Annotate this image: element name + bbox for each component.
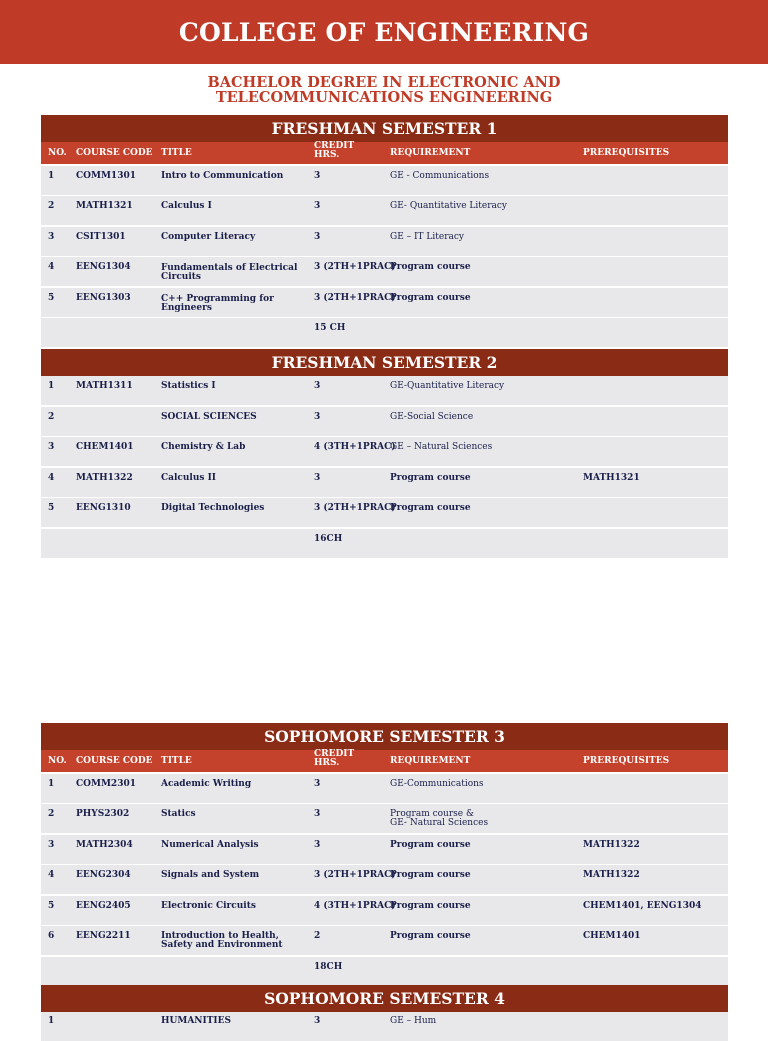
row-title: Intro to Communication <box>161 170 284 181</box>
row-code: EENG1303 <box>76 292 131 303</box>
row-prereq: MATH1321 <box>583 472 640 483</box>
total-row <box>41 957 728 986</box>
row-credit: 3 <box>314 1016 321 1026</box>
semester-title: FRESHMAN SEMESTER 2 <box>41 349 728 376</box>
row-title: Electronic Circuits <box>161 900 256 911</box>
row-title: Statistics I <box>161 381 216 391</box>
table-row <box>41 196 728 225</box>
col-prerequisites: PREREQUISITES <box>583 756 670 766</box>
row-requirement: Program course <box>390 262 471 272</box>
col-requirement: REQUIREMENT <box>390 148 471 158</box>
row-requirement: GE – IT Literacy <box>390 231 464 242</box>
row-title: Fundamentals of Electrical Circuits <box>161 263 298 282</box>
degree-line-2: TELECOMMUNICATIONS ENGINEERING <box>215 89 553 106</box>
row-requirement: Program course <box>390 900 471 911</box>
row-no: 1 <box>48 778 55 789</box>
row-title: Computer Literacy <box>161 231 256 242</box>
row-no: 4 <box>48 472 55 483</box>
col-title: TITLE <box>161 148 192 158</box>
row-code: EENG2405 <box>76 900 131 911</box>
row-requirement: Program course & GE- Natural Sciences <box>390 809 489 828</box>
row-requirement: GE-Communications <box>390 778 484 789</box>
row-credit: 3 <box>314 778 321 789</box>
row-credit: 3 <box>314 170 321 181</box>
table-row <box>41 498 728 527</box>
row-credit: 4 (3TH+1PRAC) <box>314 900 396 911</box>
semester-title: SOPHOMORE SEMESTER 3 <box>41 723 728 750</box>
row-requirement: Program course <box>390 292 471 303</box>
row-credit: 2 <box>314 931 321 941</box>
row-requirement: GE- Quantitative Literacy <box>390 201 507 211</box>
row-code: COMM1301 <box>76 170 136 181</box>
row-code: EENG1310 <box>76 503 131 513</box>
table-row <box>41 166 728 195</box>
row-credit: 3 <box>314 231 321 242</box>
row-code: EENG1304 <box>76 262 131 272</box>
table-row <box>41 437 728 466</box>
row-no: 5 <box>48 503 55 513</box>
row-title: SOCIAL SCIENCES <box>161 411 257 422</box>
row-credit: 3 (2TH+1PRAC) <box>314 292 396 303</box>
row-title: Introduction to Health, Safety and Environment <box>161 931 283 950</box>
total-credits: 18CH <box>314 961 343 972</box>
total-row <box>41 529 728 558</box>
row-code: MATH1322 <box>76 472 133 483</box>
table-row <box>41 926 728 955</box>
college-title: COLLEGE OF ENGINEERING <box>178 17 590 47</box>
header-bar <box>0 0 768 64</box>
table-row <box>41 407 728 436</box>
table-row <box>41 896 728 925</box>
row-credit: 3 <box>314 472 321 483</box>
row-no: 5 <box>48 900 55 911</box>
col-requirement: REQUIREMENT <box>390 756 471 766</box>
total-credits: 15 CH <box>314 323 346 333</box>
row-requirement: Program course <box>390 931 471 941</box>
row-requirement: GE-Social Science <box>390 411 474 422</box>
row-requirement: GE – Hum <box>390 1016 437 1026</box>
column-header-row <box>41 142 728 164</box>
row-credit: 3 <box>314 201 321 211</box>
row-no: 6 <box>48 931 55 941</box>
row-code: COMM2301 <box>76 778 136 789</box>
semester-3-table <box>41 723 728 986</box>
total-row <box>41 318 728 347</box>
row-no: 3 <box>48 839 55 850</box>
semester-4-table <box>41 985 728 1041</box>
row-prereq: MATH1322 <box>583 870 640 880</box>
row-no: 2 <box>48 809 55 819</box>
col-credit-hrs: CREDIT HRS. <box>314 749 355 768</box>
table-row <box>41 376 728 405</box>
row-no: 5 <box>48 292 55 303</box>
row-title: Statics <box>161 809 196 819</box>
semester-title: FRESHMAN SEMESTER 1 <box>41 115 728 142</box>
row-title: HUMANITIES <box>161 1016 232 1026</box>
row-title: Calculus I <box>161 201 212 211</box>
row-requirement: GE-Quantitative Literacy <box>390 381 505 391</box>
col-prerequisites: PREREQUISITES <box>583 148 670 158</box>
semester-title: SOPHOMORE SEMESTER 4 <box>41 985 728 1012</box>
row-no: 2 <box>48 411 55 422</box>
table-row <box>41 865 728 894</box>
row-credit: 3 <box>314 381 321 391</box>
col-no: NO. <box>48 148 67 158</box>
table-row <box>41 774 728 803</box>
total-credits: 16CH <box>314 533 343 544</box>
semester-1-table <box>41 115 728 347</box>
row-code: PHYS2302 <box>76 809 130 819</box>
col-no: NO. <box>48 756 67 766</box>
col-title: TITLE <box>161 756 192 766</box>
table-row <box>41 257 728 286</box>
col-course-code: COURSE CODE <box>76 756 153 766</box>
row-prereq: CHEM1401, EENG1304 <box>583 900 702 911</box>
row-requirement: Program course <box>390 870 471 880</box>
row-code: CHEM1401 <box>76 442 134 452</box>
row-credit: 3 (2TH+1PRAC) <box>314 870 396 880</box>
row-title: Academic Writing <box>161 778 252 789</box>
table-row <box>41 835 728 864</box>
row-prereq: MATH1322 <box>583 839 640 850</box>
col-credit-hrs: CREDIT HRS. <box>314 141 355 160</box>
row-credit: 3 <box>314 809 321 819</box>
row-no: 4 <box>48 262 55 272</box>
row-no: 3 <box>48 442 55 452</box>
row-title: Numerical Analysis <box>161 839 259 850</box>
row-no: 1 <box>48 1016 55 1026</box>
row-code: MATH1321 <box>76 201 133 211</box>
row-credit: 3 <box>314 839 321 850</box>
row-code: EENG2211 <box>76 931 131 941</box>
table-row <box>41 1012 728 1041</box>
row-code: CSIT1301 <box>76 231 126 242</box>
row-no: 1 <box>48 381 55 391</box>
row-requirement: Program course <box>390 503 471 513</box>
semester-2-table <box>41 349 728 558</box>
degree-title <box>0 75 768 105</box>
table-row <box>41 288 728 317</box>
row-title: C++ Programming for Engineers <box>161 293 274 313</box>
table-row <box>41 468 728 497</box>
row-title: Signals and System <box>161 870 260 880</box>
row-no: 3 <box>48 231 55 242</box>
row-requirement: GE – Natural Sciences <box>390 442 493 452</box>
row-credit: 4 (3TH+1PRAC) <box>314 442 396 452</box>
row-title: Calculus II <box>161 472 217 483</box>
row-credit: 3 <box>314 411 321 422</box>
row-no: 2 <box>48 201 55 211</box>
col-course-code: COURSE CODE <box>76 148 153 158</box>
row-credit: 3 (2TH+1PRAC) <box>314 262 396 272</box>
row-code: MATH2304 <box>76 839 133 850</box>
row-requirement: Program course <box>390 839 471 850</box>
row-requirement: Program course <box>390 472 471 483</box>
row-title: Digital Technologies <box>161 503 265 513</box>
row-requirement: GE - Communications <box>390 170 490 181</box>
row-code: EENG2304 <box>76 870 131 880</box>
table-row <box>41 804 728 833</box>
row-prereq: CHEM1401 <box>583 931 641 941</box>
degree-line-1: BACHELOR DEGREE IN ELECTRONIC AND <box>207 74 561 91</box>
row-code: MATH1311 <box>76 381 133 391</box>
row-no: 1 <box>48 170 55 181</box>
table-row <box>41 227 728 256</box>
row-title: Chemistry & Lab <box>161 442 246 452</box>
row-no: 4 <box>48 870 55 880</box>
column-header-row <box>41 750 728 772</box>
row-credit: 3 (2TH+1PRAC) <box>314 503 396 513</box>
